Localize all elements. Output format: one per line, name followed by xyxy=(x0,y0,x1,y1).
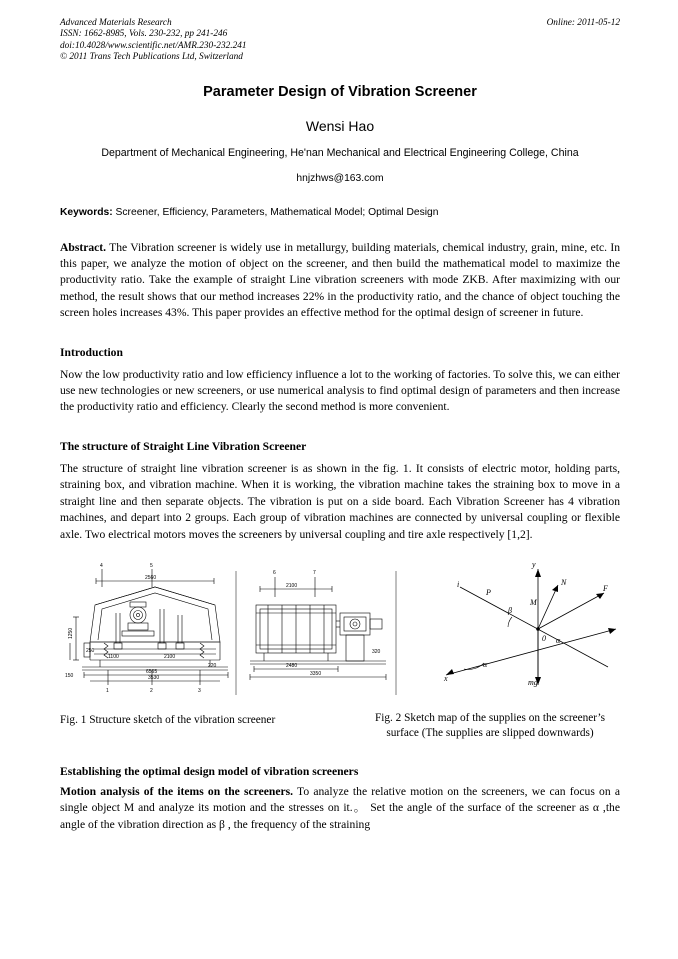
fig2-label-beta: β xyxy=(508,605,512,615)
fig1-callout-6: 6 xyxy=(273,569,276,576)
figure-2-caption: Fig. 2 Sketch map of the supplies on the screener’s surface (The supplies are slipped downwards) xyxy=(374,711,606,739)
fig1-callout-7: 7 xyxy=(313,569,316,576)
page-title: Parameter Design of Vibration Screener xyxy=(203,83,477,100)
fig2-label-F: F xyxy=(603,583,608,593)
fig2-label-y: y xyxy=(532,559,536,569)
section-paragraph-introduction: Now the low productivity ratio and low efficiency influence a lot to the working of factories. To solve this, we can either use new technologies or new screeners, or use numerical analysis to find optimal design of parameters and then increase the productivity ratio and efficiency. Clearly the second method is more convenient. xyxy=(60,367,620,414)
copyright-line: © 2011 Trans Tech Publications Ltd, Switzerland xyxy=(60,52,243,63)
fig1-callout-3: 3 xyxy=(198,687,201,694)
figure-1-caption: Fig. 1 Structure sketch of the vibration screener xyxy=(60,713,276,726)
fig1-callout-1: 1 xyxy=(106,687,109,694)
section-paragraph-model xyxy=(60,784,620,833)
online-date: Online: 2011-05-12 xyxy=(546,18,620,28)
journal-name: Advanced Materials Research xyxy=(60,18,172,28)
keywords-line xyxy=(60,207,620,218)
abstract-block xyxy=(60,240,620,322)
section-heading-model: Establishing the optimal design model of vibration screeners xyxy=(60,764,359,778)
abstract-text: The Vibration screener is widely use in metallurgy, building materials, chemical industry, grain, mine, etc. In this paper, we analyze the motion of object on the screener, and then build the mathematical model to maximize the productivity ratio. Take the example of straight Line vibration screeners with mode ZKB. After maximizing with our method, the result shows that our method increases 22% in the productivity ratio, and the chance of object touching the screen holes increases 43%. This paper provides an effective method for the optimal design of screener in future. xyxy=(60,240,620,320)
section-paragraph-structure: The structure of straight line vibration screener is as shown in the fig. 1. It consists of electric motor, holding parts, straining box, and vibration machine. When it is working, the vibration machine takes the straining box to move in a straight line and then separate objects. The vibration is put on a side board. Each Vibration Screener has 4 vibration machines, and depart into 2 groups. Each group of vibration machines are connected by universal coupling or flexible axle. Two electrical motors moves the screeners by universal coupling and tire axle respectively [1,2]. xyxy=(60,461,620,541)
fig1-dim-3350: 3350 xyxy=(310,670,322,677)
section-heading-structure: The structure of Straight Line Vibration Screener xyxy=(60,439,307,453)
fig2-label-N: N xyxy=(561,577,567,587)
figures-row xyxy=(60,557,620,707)
page-header xyxy=(60,18,620,64)
author-affiliation: Department of Mechanical Engineering, He'nan Mechanical and Electrical Engineering College, China xyxy=(101,146,579,159)
fig1-dim-2100-b: 2100 xyxy=(286,582,298,589)
motion-analysis-text: To analyze the relative motion on the screeners, we can focus on a single object M and analyze its motion and the stresses on it.。 Set the angle of the surface of the screener as α ,the angle of the vibration direction as β , the frequency of the straining xyxy=(60,784,621,831)
fig1-callout-4: 4 xyxy=(100,562,103,569)
fig1-callout-2: 2 xyxy=(150,687,153,694)
fig1-dim-3530: 3530 xyxy=(148,674,160,681)
figure-1-and-2-drawing xyxy=(60,557,620,707)
fig1-dim-320: 320 xyxy=(372,648,381,655)
fig2-label-x: x xyxy=(444,673,448,683)
fig1-dim-2480: 2480 xyxy=(286,662,298,669)
fig2-label-M: M xyxy=(530,597,537,607)
fig2-label-alpha2: α xyxy=(556,635,561,645)
issn-line: ISSN: 1662-8985, Vols. 230-232, pp 241-246 xyxy=(60,29,228,40)
fig1-callout-5: 5 xyxy=(150,562,153,569)
doi-line: doi:10.4028/www.scientific.net/AMR.230-232.241 xyxy=(60,40,247,51)
figure-captions xyxy=(60,711,620,741)
fig2-label-0: 0 xyxy=(542,633,546,643)
section-heading-introduction: Introduction xyxy=(60,345,123,359)
fig1-dim-220: 220 xyxy=(208,662,217,669)
fig2-label-alpha: α xyxy=(483,659,488,669)
author-name: Wensi Hao xyxy=(305,117,375,134)
motion-analysis-lead: Motion analysis of the items on the screeners. xyxy=(60,784,294,798)
fig2-label-P: P xyxy=(486,587,491,597)
fig2-label-j: i xyxy=(457,579,460,589)
fig1-dim-6565: 6565 xyxy=(146,668,158,675)
fig1-dim-2560: 2560 xyxy=(145,574,157,581)
keywords-label: Keywords: xyxy=(60,206,113,218)
fig1-dim-1100: 1100 xyxy=(108,653,119,660)
page-content xyxy=(60,18,620,833)
fig1-dim-2100-a: 2100 xyxy=(164,653,176,660)
fig1-dim-1250: 1250 xyxy=(68,627,74,639)
author-email: hnjzhws@163.com xyxy=(296,172,384,184)
fig1-dim-150: 150 xyxy=(65,672,74,679)
keywords-value: Screener, Efficiency, Parameters, Mathematical Model; Optimal Design xyxy=(115,206,439,218)
abstract-label: Abstract. xyxy=(60,240,107,254)
fig1-dim-250: 250 xyxy=(86,647,95,654)
fig2-label-mg: mg xyxy=(528,677,538,687)
